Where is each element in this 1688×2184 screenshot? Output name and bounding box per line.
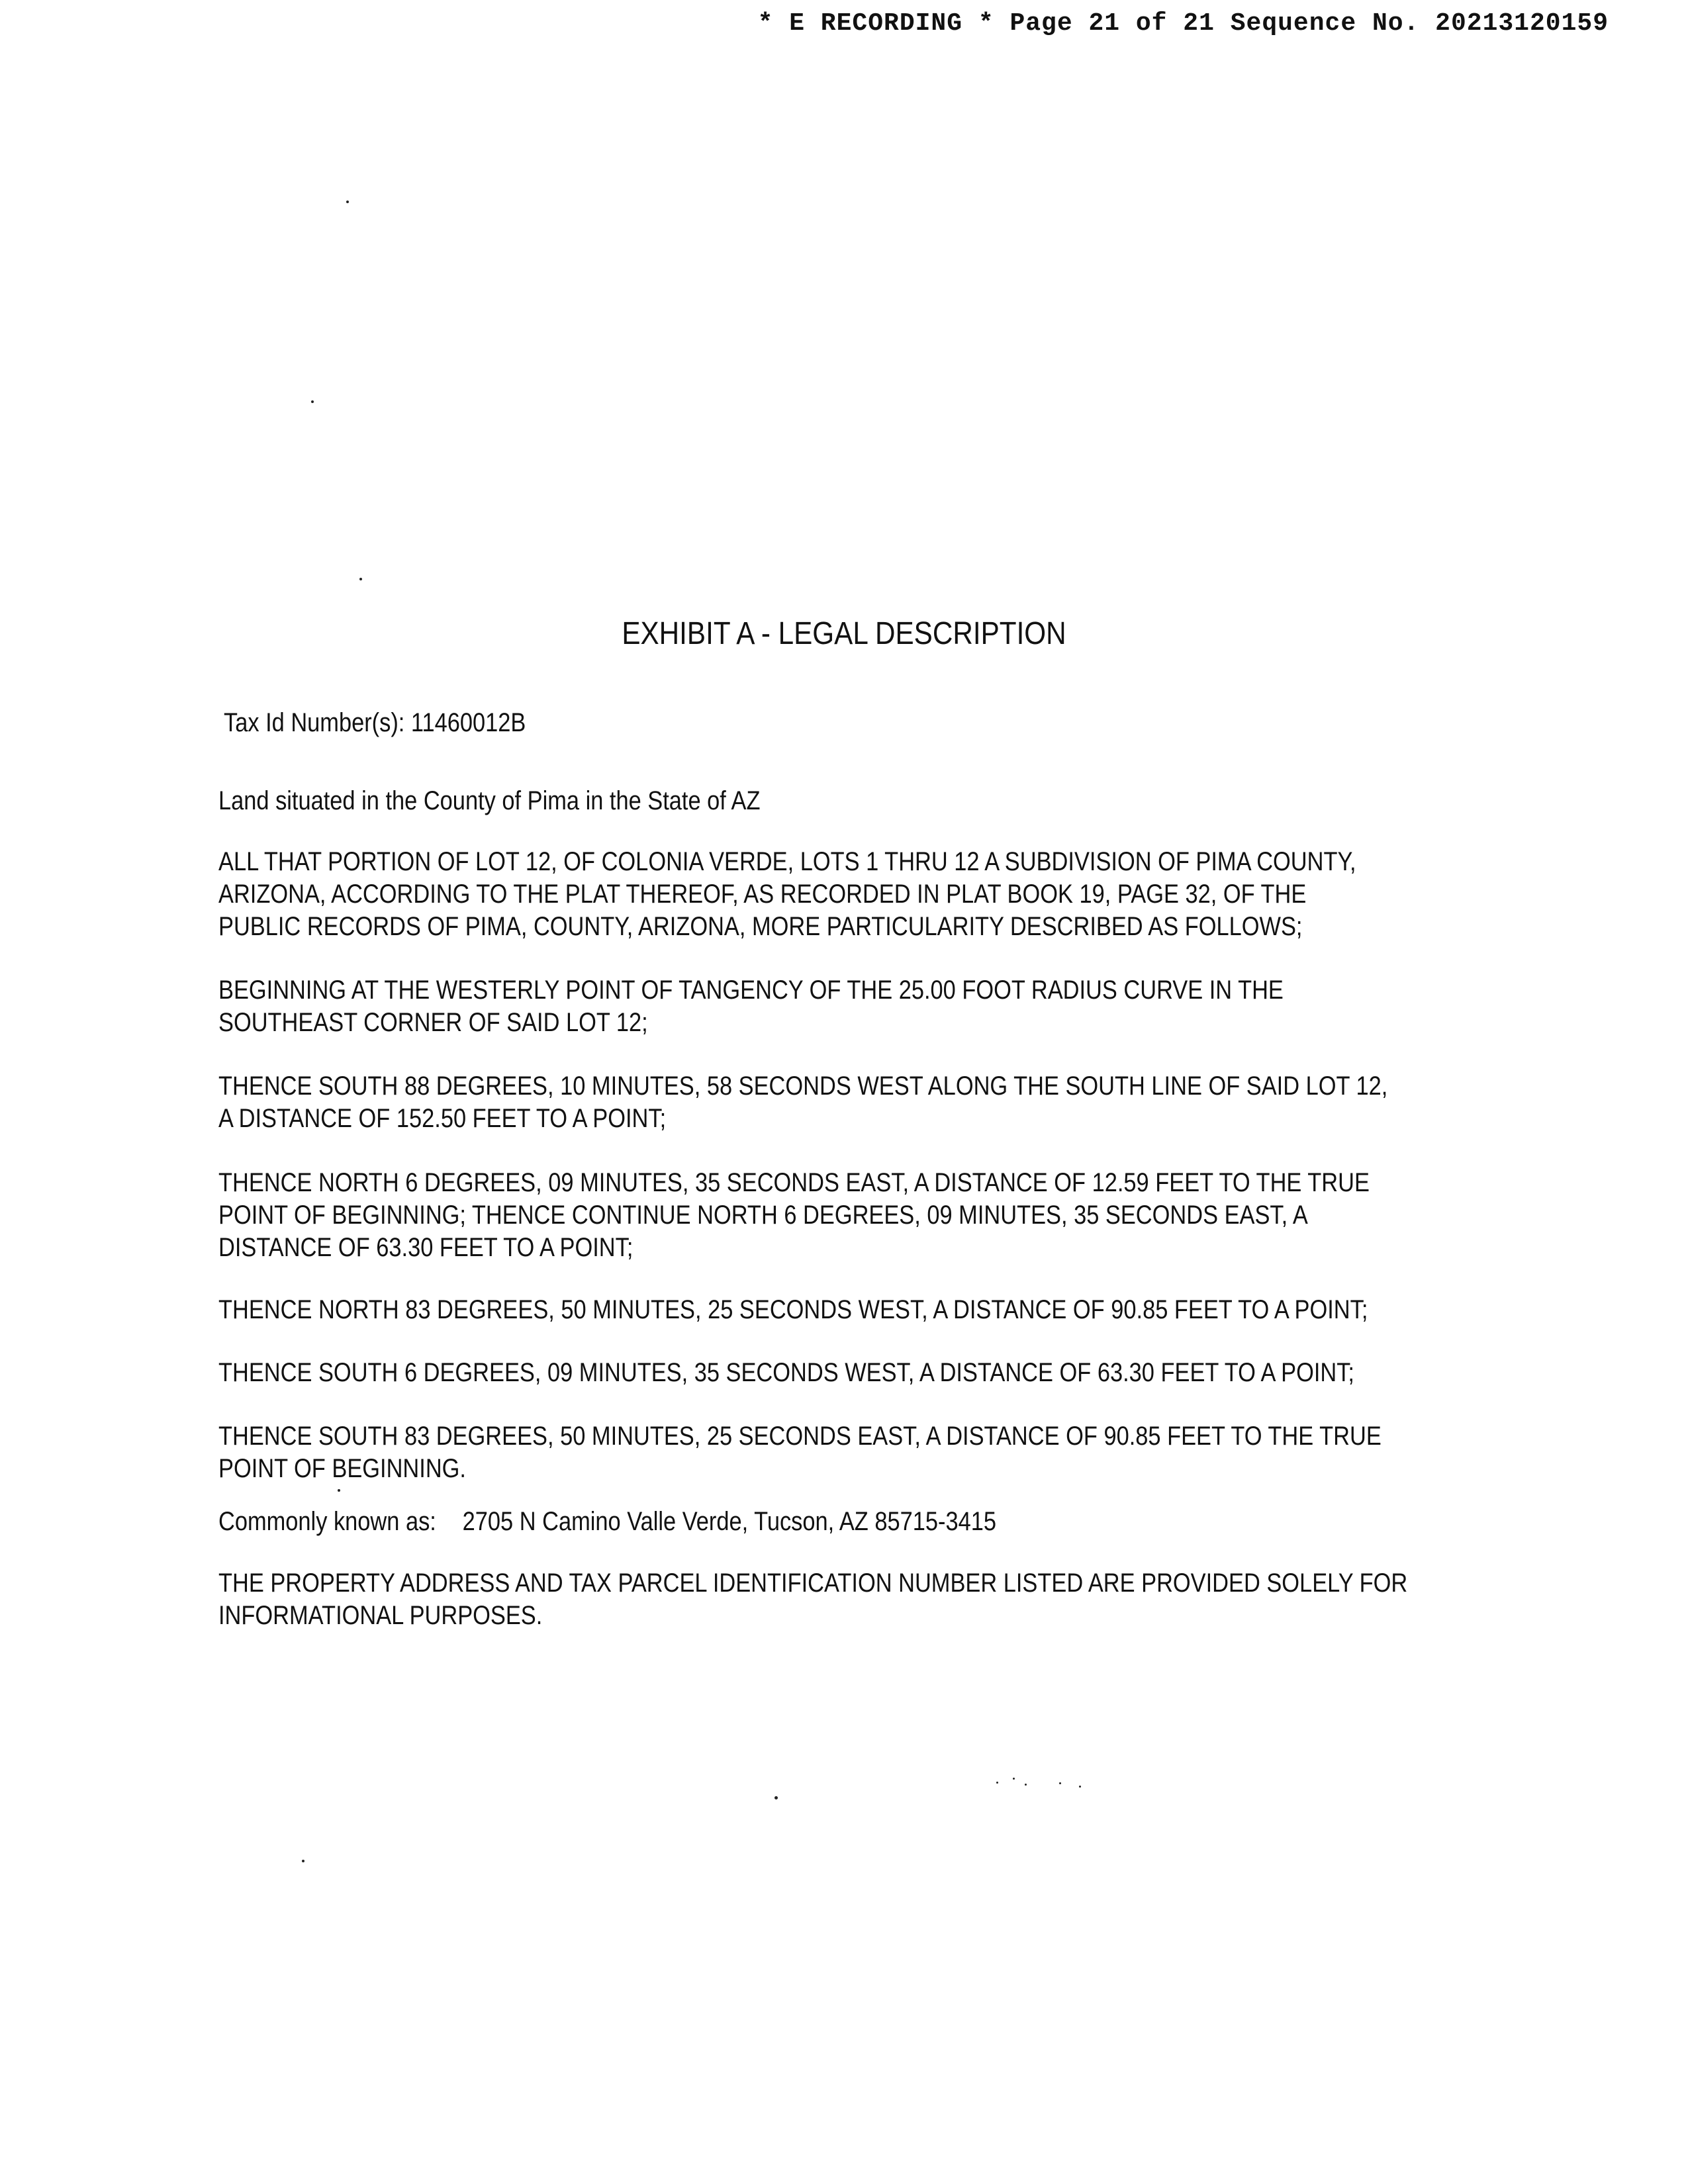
scan-speck bbox=[1013, 1778, 1015, 1780]
scan-speck bbox=[1079, 1786, 1081, 1788]
scan-speck bbox=[1059, 1782, 1061, 1784]
scan-speck bbox=[774, 1796, 778, 1799]
land-situated-line: Land situated in the County of Pima in the State of AZ bbox=[218, 786, 761, 815]
scan-speck bbox=[346, 201, 349, 203]
course-5-paragraph: THENCE SOUTH 83 DEGREES, 50 MINUTES, 25 SECONDS EAST, A DISTANCE OF 90.85 FEET TO THE TRUE POINT OF BEGINNING. bbox=[218, 1422, 1382, 1483]
scan-speck bbox=[996, 1782, 998, 1784]
tax-id-line: Tax Id Number(s): 11460012B bbox=[224, 708, 526, 737]
disclaimer-paragraph: THE PROPERTY ADDRESS AND TAX PARCEL IDENTIFICATION NUMBER LISTED ARE PROVIDED SOLELY FOR INFORMATIONAL PURPOSES. bbox=[218, 1569, 1408, 1630]
scan-speck bbox=[311, 400, 314, 403]
course-2-paragraph: THENCE NORTH 6 DEGREES, 09 MINUTES, 35 SECONDS EAST, A DISTANCE OF 12.59 FEET TO THE TRUE POINT OF BEGINNING; THENCE CONTINUE NORTH 6 DEGREES, 09 MINUTES, 35 SECONDS EAST, A DISTANCE OF 63.30 FEET TO A POINT; bbox=[218, 1168, 1370, 1262]
course-1-paragraph: THENCE SOUTH 88 DEGREES, 10 MINUTES, 58 SECONDS WEST ALONG THE SOUTH LINE OF SAID LOT 12, A DISTANCE OF 152.50 FEET TO A POINT; bbox=[218, 1071, 1388, 1133]
scan-speck bbox=[338, 1489, 340, 1492]
commonly-known-label: Commonly known as: bbox=[218, 1507, 436, 1536]
beginning-paragraph: BEGINNING AT THE WESTERLY POINT OF TANGENCY OF THE 25.00 FOOT RADIUS CURVE IN THE SOUTHEAST CORNER OF SAID LOT 12; bbox=[218, 976, 1284, 1037]
property-address: 2705 N Camino Valle Verde, Tucson, AZ 85715-3415 bbox=[462, 1507, 996, 1536]
scan-speck bbox=[359, 578, 362, 580]
commonly-known-line bbox=[218, 1506, 1300, 1538]
recording-stamp: * E RECORDING * Page 21 of 21 Sequence No. 20213120159 bbox=[757, 9, 1609, 38]
scan-speck bbox=[302, 1860, 305, 1862]
course-3-paragraph: THENCE NORTH 83 DEGREES, 50 MINUTES, 25 SECONDS WEST, A DISTANCE OF 90.85 FEET TO A POINT; bbox=[218, 1295, 1368, 1324]
portion-paragraph: ALL THAT PORTION OF LOT 12, OF COLONIA VERDE, LOTS 1 THRU 12 A SUBDIVISION OF PIMA COUNTY, ARIZONA, ACCORDING TO THE PLAT THEREOF, AS RECORDED IN PLAT BOOK 19, PAGE 32, OF THE PUBLIC RECORDS OF PIMA, COUNTY, ARIZONA, MORE PARTICULARITY DESCRIBED AS FOLLOWS; bbox=[218, 847, 1356, 941]
exhibit-title: EXHIBIT A - LEGAL DESCRIPTION bbox=[622, 616, 1066, 651]
course-4-paragraph: THENCE SOUTH 6 DEGREES, 09 MINUTES, 35 SECONDS WEST, A DISTANCE OF 63.30 FEET TO A POINT; bbox=[218, 1358, 1354, 1387]
scan-speck bbox=[1025, 1784, 1027, 1786]
